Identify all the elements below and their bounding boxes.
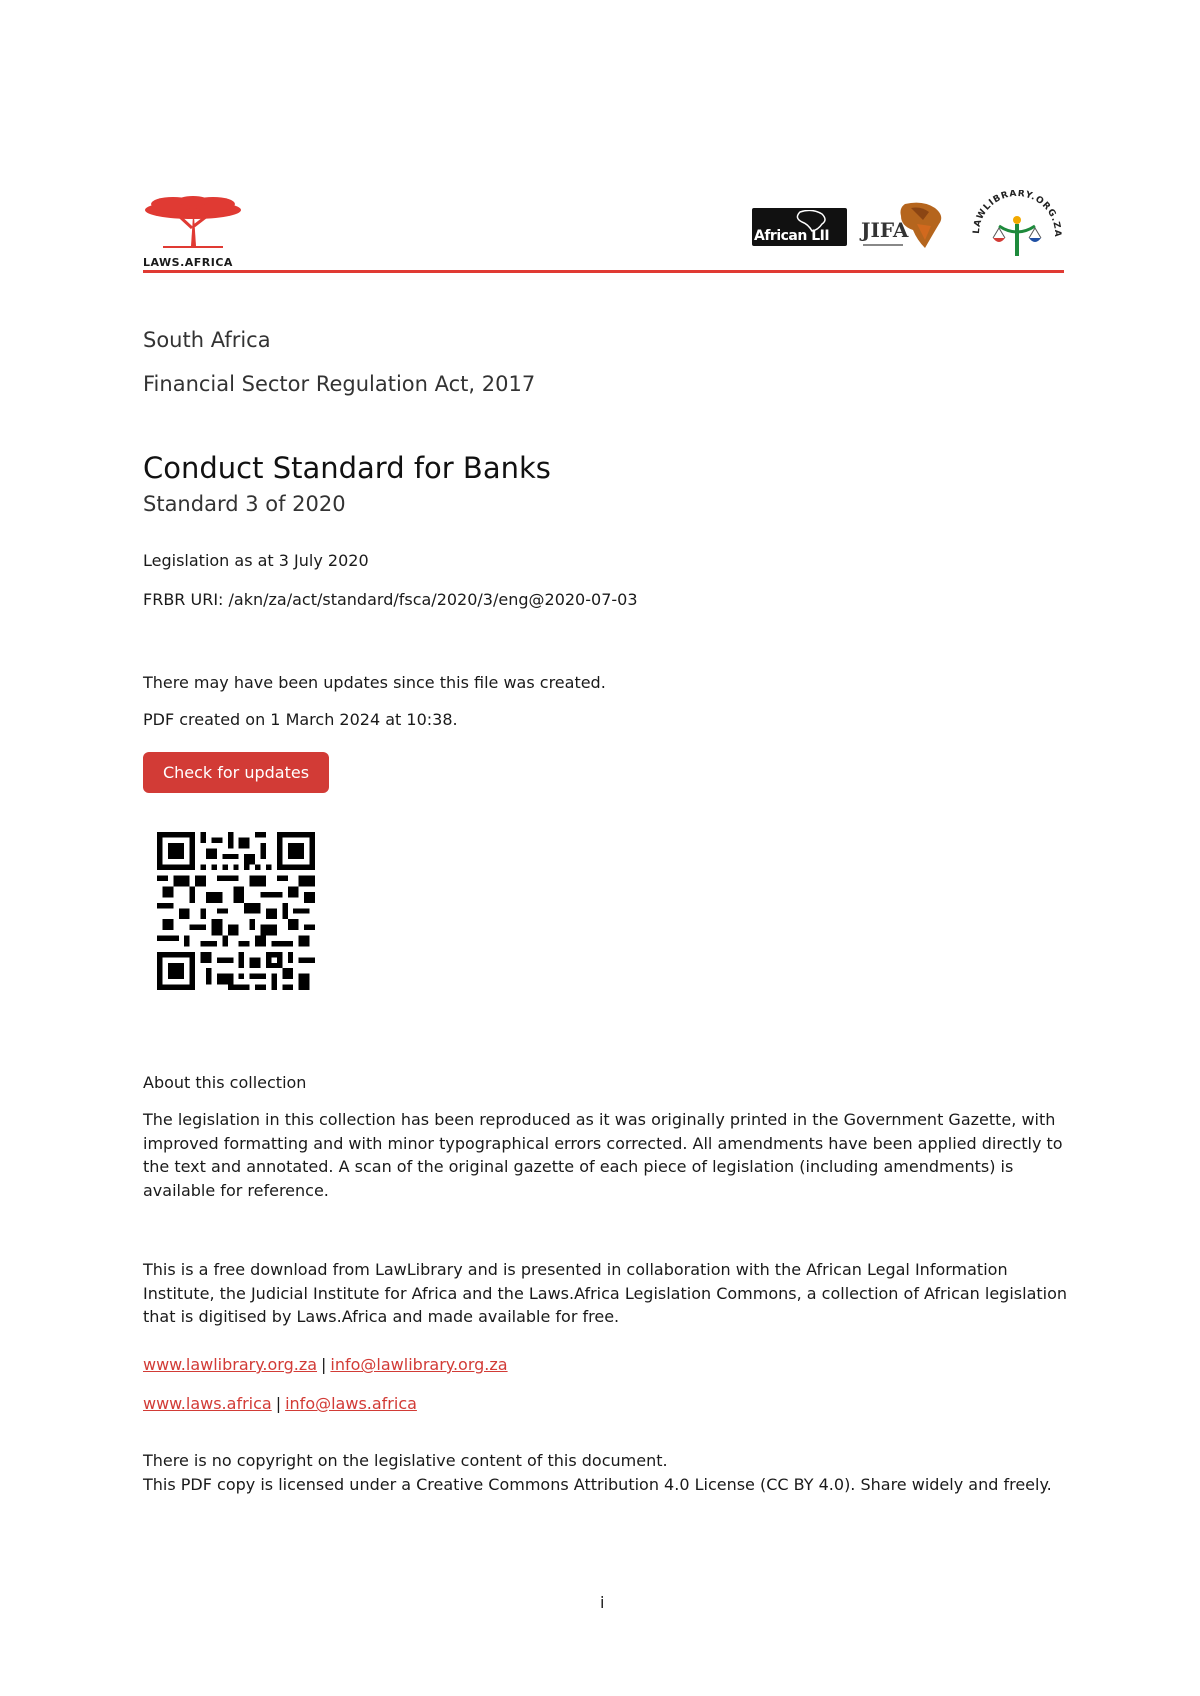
jifa-wordmark: JIFA bbox=[861, 218, 909, 242]
lawlibrary-arc-text: LAWLIBRARY.ORG.ZA bbox=[971, 190, 1063, 238]
lawsafrica-site-link[interactable]: www.laws.africa bbox=[143, 1394, 272, 1413]
lawsafrica-email-link[interactable]: info@laws.africa bbox=[285, 1394, 417, 1413]
free-download-paragraph: This is a free download from LawLibrary and is presented in collaboration with the African Legal Information Institute, the Judicial Institute for Africa and the Laws.Africa Legislation Commons, a collection of African legislation that is digitised by Laws.Africa and made available for free. bbox=[143, 1260, 1068, 1326]
check-for-updates-button[interactable]: Check for updates bbox=[143, 752, 329, 793]
header-divider bbox=[143, 270, 1064, 273]
license-block bbox=[143, 1449, 1068, 1496]
qr-code-icon[interactable] bbox=[157, 832, 315, 990]
country-label: South Africa bbox=[143, 328, 271, 352]
header bbox=[143, 190, 1064, 274]
about-paragraph: The legislation in this collection has been reproduced as it was originally printed in the Government Gazette, with improved formatting and with minor typographical errors corrected. All amendments have been applied directly to the text and annotated. A scan of the original gazette of each piece of legislation (including amendments) is available for reference. bbox=[143, 1110, 1063, 1200]
page-number: i bbox=[600, 1593, 605, 1612]
as-at-date: Legislation as at 3 July 2020 bbox=[143, 551, 369, 570]
acacia-tree-icon bbox=[143, 196, 243, 254]
laws-africa-wordmark: LAWS.AFRICA bbox=[143, 256, 233, 269]
lawlibrary-site-link[interactable]: www.lawlibrary.org.za bbox=[143, 1355, 318, 1374]
parent-act: Financial Sector Regulation Act, 2017 bbox=[143, 372, 536, 396]
lawsafrica-links bbox=[143, 1394, 417, 1413]
created-date: PDF created on 1 March 2024 at 10:38. bbox=[143, 710, 458, 729]
copyright-note: There is no copyright on the legislative content of this document. bbox=[143, 1451, 668, 1470]
jifa-logo bbox=[861, 200, 949, 252]
lawlibrary-logo bbox=[969, 190, 1065, 264]
license-note: This PDF copy is licensed under a Creative Commons Attribution 4.0 License (CC BY 4.0). Share widely and freely. bbox=[143, 1474, 1052, 1494]
lawlibrary-email-link[interactable]: info@lawlibrary.org.za bbox=[330, 1355, 508, 1374]
frbr-uri: FRBR URI: /akn/za/act/standard/fsca/2020/3/eng@2020-07-03 bbox=[143, 590, 638, 609]
africanlii-wordmark: African LII bbox=[754, 228, 830, 244]
africanlii-logo bbox=[752, 208, 847, 246]
updates-note: There may have been updates since this file was created. bbox=[143, 673, 606, 692]
about-heading: About this collection bbox=[143, 1073, 307, 1092]
document-title: Conduct Standard for Banks bbox=[143, 451, 551, 485]
laws-africa-logo bbox=[143, 196, 243, 269]
link-separator: | bbox=[321, 1355, 327, 1374]
document-subtitle: Standard 3 of 2020 bbox=[143, 492, 346, 516]
link-separator: | bbox=[275, 1394, 282, 1413]
lawlibrary-links bbox=[143, 1355, 508, 1374]
scales-of-justice-icon bbox=[969, 190, 1065, 264]
